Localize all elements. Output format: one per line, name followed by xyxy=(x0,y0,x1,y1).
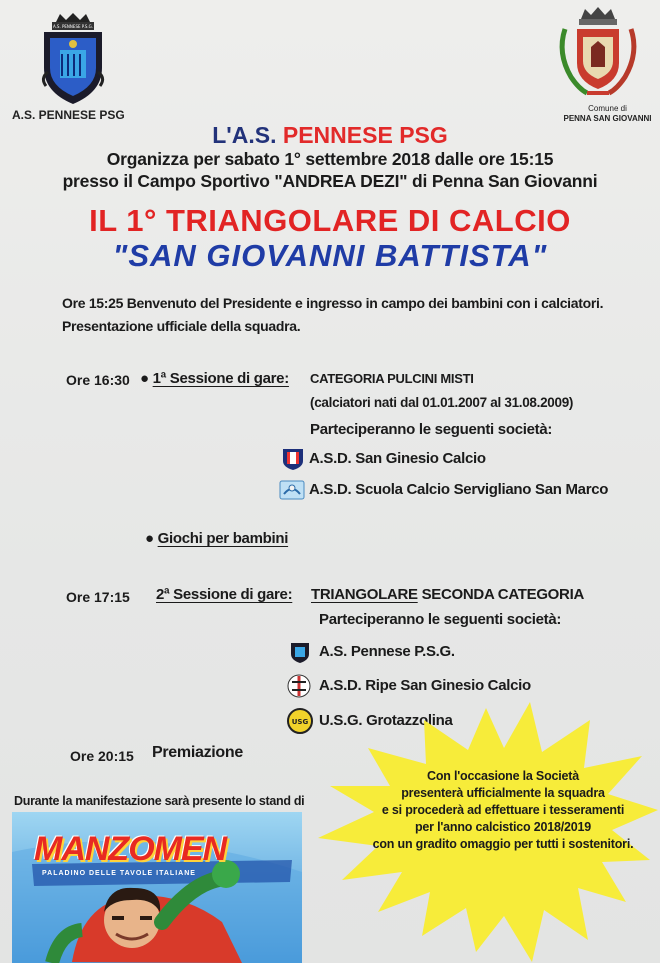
session1-time: Ore 16:30 xyxy=(66,372,130,388)
starburst-line-4: per l'anno calcistico 2018/2019 xyxy=(414,820,592,834)
comune-label xyxy=(560,104,655,124)
awards-label: Premiazione xyxy=(152,744,243,761)
session1-label: 1ª Sessione di gare: xyxy=(152,370,289,387)
manzomen-tagline: PALADINO DELLE TAVOLE ITALIANE xyxy=(42,870,196,877)
title-club-red: PENNESE PSG xyxy=(282,122,448,148)
event-title-line2: "SAN GIOVANNI BATTISTA" xyxy=(112,238,548,273)
bullet-icon: ● xyxy=(145,530,154,547)
session1-team-2: A.S.D. Scuola Calcio Servigliano San Marco xyxy=(309,481,609,498)
comune-label-line1: Comune di xyxy=(588,104,627,113)
session2-category-b: SECONDA CATEGORIA xyxy=(421,586,584,603)
servigliano-crest-icon xyxy=(279,478,305,502)
svg-text:A.S. PENNESE P.S.G.: A.S. PENNESE P.S.G. xyxy=(52,24,94,29)
manzomen-logo-text: MANZOMEN xyxy=(34,830,227,868)
session2-label-text: 2ª Sessione di gare: xyxy=(156,586,293,603)
session1-label-row xyxy=(140,370,289,387)
manzomen-banner xyxy=(12,812,302,963)
venue-line: presso il Campo Sportivo "ANDREA DEZI" di Penna San Giovanni xyxy=(62,171,598,191)
starburst-line-5: con un gradito omaggio per tutti i sostenitori. xyxy=(372,837,634,851)
starburst-line-3: e si procederà ad effettuare i tesseramenti xyxy=(381,803,625,817)
pennese-mini-crest-icon xyxy=(288,640,312,664)
session2-team-1: A.S. Pennese P.S.G. xyxy=(319,643,455,660)
session1-participants-intro: Parteciperanno le seguenti società: xyxy=(310,421,553,438)
stand-text: Durante la manifestazione sarà presente lo stand di xyxy=(14,794,305,808)
games-row xyxy=(145,530,288,547)
club-name: A.S. PENNESE PSG xyxy=(12,108,125,122)
title-prefix: L' xyxy=(212,122,232,148)
session2-team-3: U.S.G. Grotazzolina xyxy=(319,712,453,729)
session2-time: Ore 17:15 xyxy=(66,589,130,605)
session1-note: (calciatori nati dal 01.01.2007 al 31.08.2009) xyxy=(310,395,574,410)
starburst-text xyxy=(372,768,634,853)
title-club: A.S. xyxy=(231,122,283,148)
session2-category xyxy=(311,586,584,603)
san-ginesio-crest-icon xyxy=(281,447,305,471)
intro-line1: Ore 15:25 Benvenuto del Presidente e ingresso in campo dei bambini con i calciatori. xyxy=(62,295,604,311)
intro-line2: Presentazione ufficiale della squadra. xyxy=(62,318,301,334)
svg-text:USG: USG xyxy=(291,718,309,726)
page-title xyxy=(0,122,660,149)
session1-team-1: A.S.D. San Ginesio Calcio xyxy=(309,450,486,467)
event-title-line1: IL 1° TRIANGOLARE DI CALCIO xyxy=(89,203,571,238)
session2-label xyxy=(156,586,292,603)
organizer-line: Organizza per sabato 1° settembre 2018 dalle ore 15:15 xyxy=(106,149,554,169)
awards-time: Ore 20:15 xyxy=(70,748,134,764)
session2-team-2: A.S.D. Ripe San Ginesio Calcio xyxy=(319,677,531,694)
session1-category: CATEGORIA PULCINI MISTI xyxy=(310,371,474,386)
session2-participants-intro: Parteciperanno le seguenti società: xyxy=(319,611,562,628)
bullet-icon: ● xyxy=(140,370,149,387)
comune-label-line2: PENNA SAN GIOVANNI xyxy=(563,114,652,123)
session2-category-a: TRIANGOLARE xyxy=(311,586,418,603)
pennese-crest-icon xyxy=(38,12,108,108)
starburst-line-2: presenterà ufficialmente la squadra xyxy=(401,786,605,800)
starburst-line-1: Con l'occasione la Società xyxy=(427,769,579,783)
penna-san-giovanni-crest-icon xyxy=(553,5,643,103)
games-label: Giochi per bambini xyxy=(157,530,289,547)
